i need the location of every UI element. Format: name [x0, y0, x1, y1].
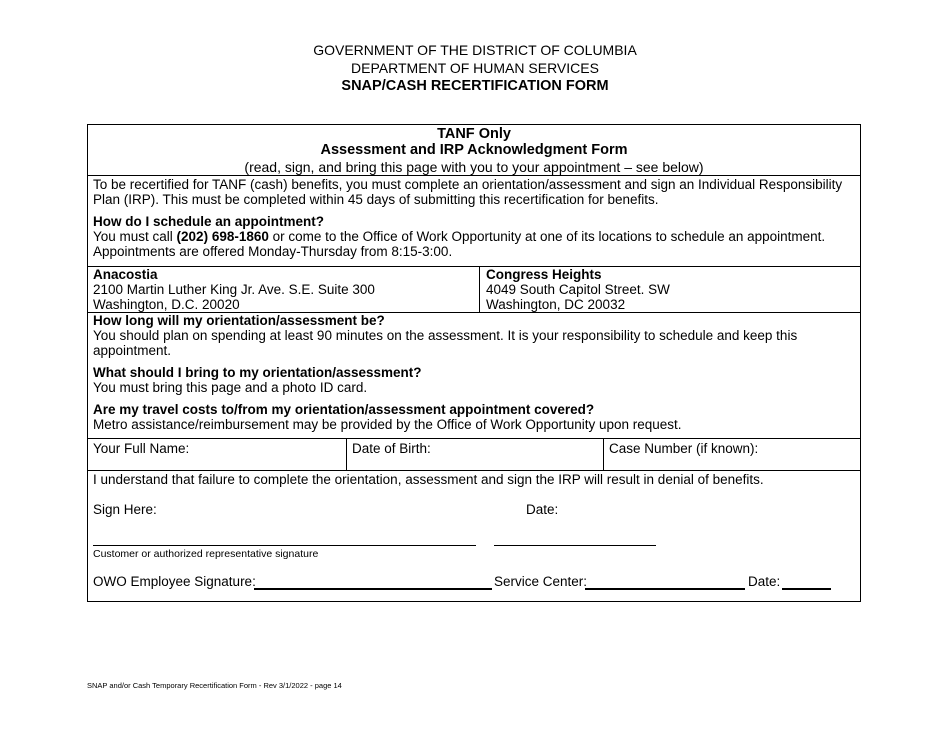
schedule-answer-line-1: You must call (202) 698-1860 or come to the Office of Work Opportunity at one of its locations to schedule an appointment.	[93, 229, 826, 244]
owo-date-label: Date:	[748, 574, 781, 589]
location-street-anacostia: 2100 Martin Luther King Jr. Ave. S.E. Suite 300	[93, 282, 375, 297]
owo-employee-label: OWO Employee Signature:	[93, 574, 256, 589]
divider	[88, 470, 860, 471]
form-title-tanf: TANF Only	[437, 126, 511, 142]
acknowledgment-form	[87, 124, 861, 602]
location-name-anacostia: Anacostia	[93, 267, 158, 282]
duration-answer-line-2: appointment.	[93, 343, 172, 358]
divider	[88, 266, 860, 267]
travel-question: Are my travel costs to/from my orientation/assessment appointment covered?	[93, 402, 595, 417]
form-subtitle: (read, sign, and bring this page with you to your appointment – see below)	[244, 159, 704, 175]
bring-answer: You must bring this page and a photo ID card.	[93, 380, 368, 395]
schedule-question: How do I schedule an appointment?	[93, 214, 325, 229]
full-name-field[interactable]: Your Full Name:	[93, 441, 190, 456]
owo-employee-signature-line[interactable]	[254, 588, 492, 590]
schedule-answer-line-2: Appointments are offered Monday-Thursday from 8:15-3:00.	[93, 244, 453, 259]
divider-vertical	[603, 438, 604, 470]
owo-date-line[interactable]	[782, 588, 831, 590]
date-of-birth-field[interactable]: Date of Birth:	[352, 441, 431, 456]
divider	[88, 438, 860, 439]
date-label: Date:	[526, 502, 559, 517]
divider	[88, 175, 860, 176]
intro-line-2: Plan (IRP). This must be completed within 45 days of submitting this recertification for benefits.	[93, 192, 659, 207]
service-center-label: Service Center:	[494, 574, 588, 589]
location-city-anacostia: Washington, D.C. 20020	[93, 297, 240, 312]
header-department: DEPARTMENT OF HUMAN SERVICES	[351, 60, 599, 76]
customer-signature-line[interactable]	[93, 545, 476, 546]
signature-date-line[interactable]	[494, 545, 656, 546]
duration-answer-line-1: You should plan on spending at least 90 minutes on the assessment. It is your responsibility to schedule and keep this	[93, 328, 798, 343]
page-title: SNAP/CASH RECERTIFICATION FORM	[341, 78, 609, 94]
duration-question: How long will my orientation/assessment be?	[93, 313, 385, 328]
travel-answer: Metro assistance/reimbursement may be provided by the Office of Work Opportunity upon request.	[93, 417, 682, 432]
acknowledgment-statement: I understand that failure to complete the orientation, assessment and sign the IRP will result in denial of benefits.	[93, 472, 764, 487]
location-city-congress-heights: Washington, DC 20032	[486, 297, 626, 312]
phone-number: (202) 698-1860	[176, 229, 269, 244]
bring-question: What should I bring to my orientation/assessment?	[93, 365, 422, 380]
form-title-assessment: Assessment and IRP Acknowledgment Form	[320, 142, 628, 158]
case-number-field[interactable]: Case Number (if known):	[609, 441, 759, 456]
service-center-line[interactable]	[585, 588, 745, 590]
header-government: GOVERNMENT OF THE DISTRICT OF COLUMBIA	[313, 42, 637, 58]
location-street-congress-heights: 4049 South Capitol Street. SW	[486, 282, 670, 297]
signature-caption: Customer or authorized representative signature	[93, 548, 319, 560]
sign-here-label: Sign Here:	[93, 502, 157, 517]
divider-vertical	[479, 266, 480, 312]
divider-vertical	[346, 438, 347, 470]
location-name-congress-heights: Congress Heights	[486, 267, 602, 282]
page-footer: SNAP and/or Cash Temporary Recertification Form - Rev 3/1/2022 - page 14	[87, 681, 342, 690]
intro-line-1: To be recertified for TANF (cash) benefits, you must complete an orientation/assessment and sign an Individual Responsibility	[93, 177, 843, 192]
